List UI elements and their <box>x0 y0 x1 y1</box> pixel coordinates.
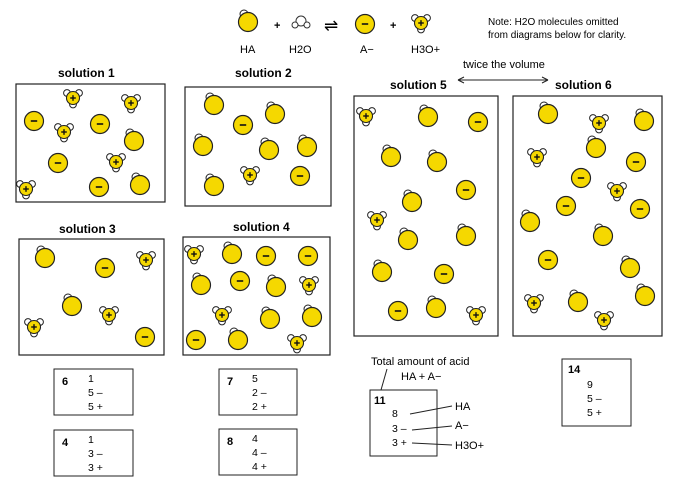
solution-3-label: solution 3 <box>59 222 116 236</box>
svg-text:4: 4 <box>62 437 69 449</box>
svg-text:8: 8 <box>227 436 234 448</box>
a-minus-icon <box>435 265 454 284</box>
solution-1-label: solution 1 <box>58 66 115 80</box>
a-minus-label: A− <box>360 44 374 56</box>
svg-text:2 –: 2 – <box>252 387 267 399</box>
svg-text:5 –: 5 – <box>88 387 103 399</box>
count-box-4 <box>54 430 133 476</box>
key-ha-label: HA <box>455 401 471 413</box>
svg-text:3 –: 3 – <box>88 448 103 460</box>
a-minus-icon <box>557 197 576 216</box>
key-h3o-label: H3O+ <box>455 440 485 452</box>
solution-5-label: solution 5 <box>390 78 447 92</box>
a-minus-icon <box>469 113 488 132</box>
a-minus-icon <box>539 251 558 270</box>
svg-text:4 –: 4 – <box>252 447 267 459</box>
svg-text:1: 1 <box>88 373 94 385</box>
svg-text:14: 14 <box>568 364 581 376</box>
svg-text:6: 6 <box>62 376 69 388</box>
a-minus-icon <box>389 302 408 321</box>
equation <box>239 10 441 56</box>
svg-text:3 +: 3 + <box>88 462 103 474</box>
a-minus-icon <box>231 272 250 291</box>
svg-text:11: 11 <box>374 395 386 407</box>
svg-text:9: 9 <box>587 379 593 391</box>
a-minus-icon <box>91 115 110 134</box>
total-acid-label: Total amount of acid <box>371 356 470 368</box>
a-minus-icon <box>49 154 68 173</box>
solution-2-label: solution 2 <box>235 66 292 80</box>
a-minus-icon <box>257 247 276 266</box>
count-box-key <box>370 356 484 456</box>
count-box-6 <box>54 369 133 415</box>
solution-6-label: solution 6 <box>555 78 612 92</box>
svg-text:3 –: 3 – <box>392 423 407 435</box>
a-minus-icon <box>187 331 206 350</box>
a-minus-molecule-icon <box>356 15 375 34</box>
svg-text:1: 1 <box>88 434 94 446</box>
a-minus-icon <box>90 178 109 197</box>
a-minus-icon <box>299 247 318 266</box>
svg-text:2 +: 2 + <box>252 401 267 413</box>
h3o-plus-molecule-icon <box>412 15 431 33</box>
note-line-2: from diagrams below for clarity. <box>488 30 627 41</box>
svg-text:5 –: 5 – <box>587 393 602 405</box>
count-box-8 <box>219 429 297 475</box>
svg-text:8: 8 <box>392 408 398 420</box>
svg-text:4 +: 4 + <box>252 461 267 473</box>
twice-volume-arrows <box>458 77 548 83</box>
a-minus-icon <box>136 328 155 347</box>
water-molecule-icon <box>292 16 310 28</box>
count-box-14 <box>562 359 631 426</box>
svg-text:5: 5 <box>252 373 258 385</box>
h2o-label: H2O <box>289 44 312 56</box>
svg-text:7: 7 <box>227 376 234 388</box>
solution-4-label: solution 4 <box>233 220 290 234</box>
a-minus-icon <box>234 116 253 135</box>
ha-molecule-icon <box>239 10 258 32</box>
a-minus-icon <box>572 169 591 188</box>
svg-text:4: 4 <box>252 433 258 445</box>
a-minus-icon <box>96 259 115 278</box>
a-minus-icon <box>631 200 650 219</box>
count-box-7 <box>219 369 297 415</box>
a-minus-icon <box>291 167 310 186</box>
a-minus-icon <box>457 181 476 200</box>
svg-text:5 +: 5 + <box>587 407 602 419</box>
ha-plus-a-label: HA + A− <box>401 371 442 383</box>
note-line-1: Note: H2O molecules omitted <box>488 17 619 28</box>
plus-sign: + <box>274 20 281 32</box>
h3o-plus-label: H3O+ <box>411 44 441 56</box>
ha-label: HA <box>240 44 256 56</box>
svg-text:3 +: 3 + <box>392 437 407 449</box>
plus-sign-2: + <box>390 20 397 32</box>
svg-text:5 +: 5 + <box>88 401 103 413</box>
twice-volume-label: twice the volume <box>463 59 545 71</box>
key-a-label: A− <box>455 420 469 432</box>
a-minus-icon <box>25 112 44 131</box>
a-minus-icon <box>627 153 646 172</box>
equilibrium-arrows: ⇌ <box>324 16 339 35</box>
